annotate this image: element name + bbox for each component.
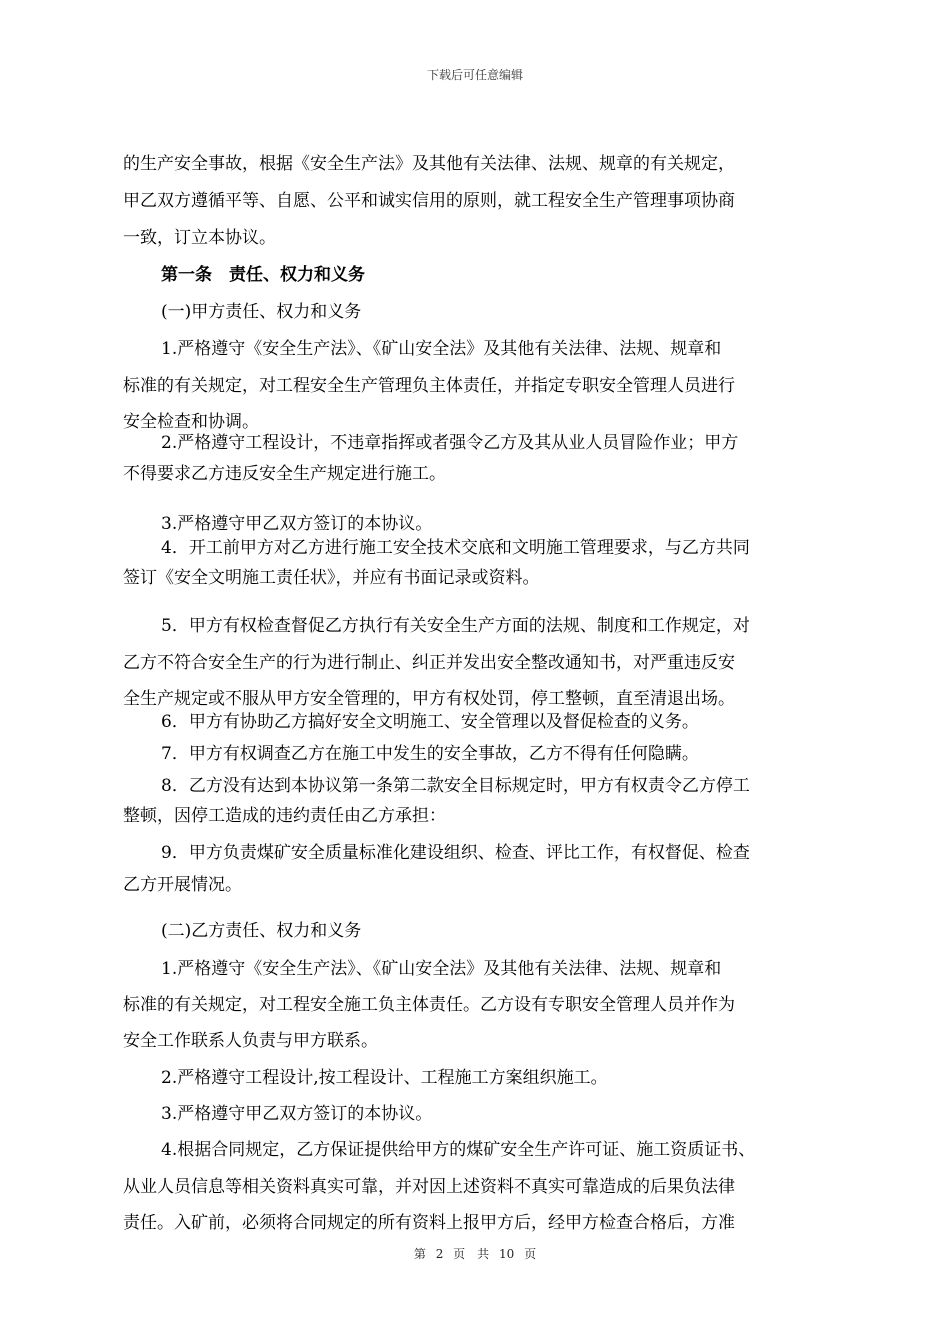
paragraph-line: 4.根据合同规定，乙方保证提供给甲方的煤矿安全生产许可证、施工资质证书、 [161,1140,756,1160]
paragraph-line: 2.严格遵守工程设计,按工程设计、工程施工方案组织施工。 [161,1068,608,1088]
paragraph-line: 全生产规定或不服从甲方安全管理的，甲方有权处罚，停工整顿，直至清退出场。 [123,689,735,709]
paragraph-line: 1.严格遵守《安全生产法》、《矿山安全法》及其他有关法律、法规、规章和 [161,339,722,359]
paragraph-line: 3.严格遵守甲乙双方签订的本协议。 [161,514,433,534]
paragraph-line: 安全工作联系人负责与甲方联系。 [123,1031,378,1051]
paragraph-line: 的生产安全事故，根据《安全生产法》及其他有关法律、法规、规章的有关规定， [123,154,735,174]
section-heading: 第一条 责任、权力和义务 [161,265,365,285]
paragraph-line: 5．甲方有权检查督促乙方执行有关安全生产方面的法规、制度和工作规定，对 [161,616,750,636]
paragraph-line: 一致，订立本协议。 [123,228,276,248]
paragraph-line: 甲乙双方遵循平等、自愿、公平和诚实信用的原则，就工程安全生产管理事项协商 [123,191,735,211]
paragraph-line: 责任。入矿前，必须将合同规定的所有资料上报甲方后，经甲方检查合格后，方准 [123,1213,735,1233]
page-footer: 第 2 页 共 10 页 [413,1247,537,1261]
paragraph-line: 不得要求乙方违反安全生产规定进行施工。 [123,464,446,484]
paragraph-line: 乙方不符合安全生产的行为进行制止、纠正并发出安全整改通知书，对严重违反安 [123,653,735,673]
paragraph-line: 3.严格遵守甲乙双方签订的本协议。 [161,1104,433,1124]
paragraph-line: 标准的有关规定，对工程安全施工负主体责任。乙方设有专职安全管理人员并作为 [123,995,735,1015]
paragraph-line: 签订《安全文明施工责任状》，并应有书面记录或资料。 [123,568,540,588]
subsection-heading: (一)甲方责任、权力和义务 [161,302,362,322]
paragraph-line: 4．开工前甲方对乙方进行施工安全技术交底和文明施工管理要求，与乙方共同 [161,538,750,558]
paragraph-line: 整顿，因停工造成的违约责任由乙方承担： [123,806,446,826]
paragraph-line: 标准的有关规定，对工程安全生产管理负主体责任，并指定专职安全管理人员进行 [123,376,735,396]
paragraph-line: 8．乙方没有达到本协议第一条第二款安全目标规定时，甲方有权责令乙方停工 [161,776,750,796]
paragraph-line: 乙方开展情况。 [123,875,242,895]
page-header: 下载后可任意编辑 [426,68,523,82]
paragraph-line: 7．甲方有权调查乙方在施工中发生的安全事故，乙方不得有任何隐瞒。 [161,744,699,764]
paragraph-line: 1.严格遵守《安全生产法》、《矿山安全法》及其他有关法律、法规、规章和 [161,959,722,979]
paragraph-line: 安全检查和协调。 [123,412,259,432]
paragraph-line: 9．甲方负责煤矿安全质量标准化建设组织、检查、评比工作，有权督促、检查 [161,843,750,863]
paragraph-line: 6．甲方有协助乙方搞好安全文明施工、安全管理以及督促检查的义务。 [161,712,699,732]
paragraph-line: 从业人员信息等相关资料真实可靠，并对因上述资料不真实可靠造成的后果负法律 [123,1177,735,1197]
subsection-heading: (二)乙方责任、权力和义务 [161,921,362,941]
paragraph-line: 2.严格遵守工程设计，不违章指挥或者强令乙方及其从业人员冒险作业；甲方 [161,433,739,453]
